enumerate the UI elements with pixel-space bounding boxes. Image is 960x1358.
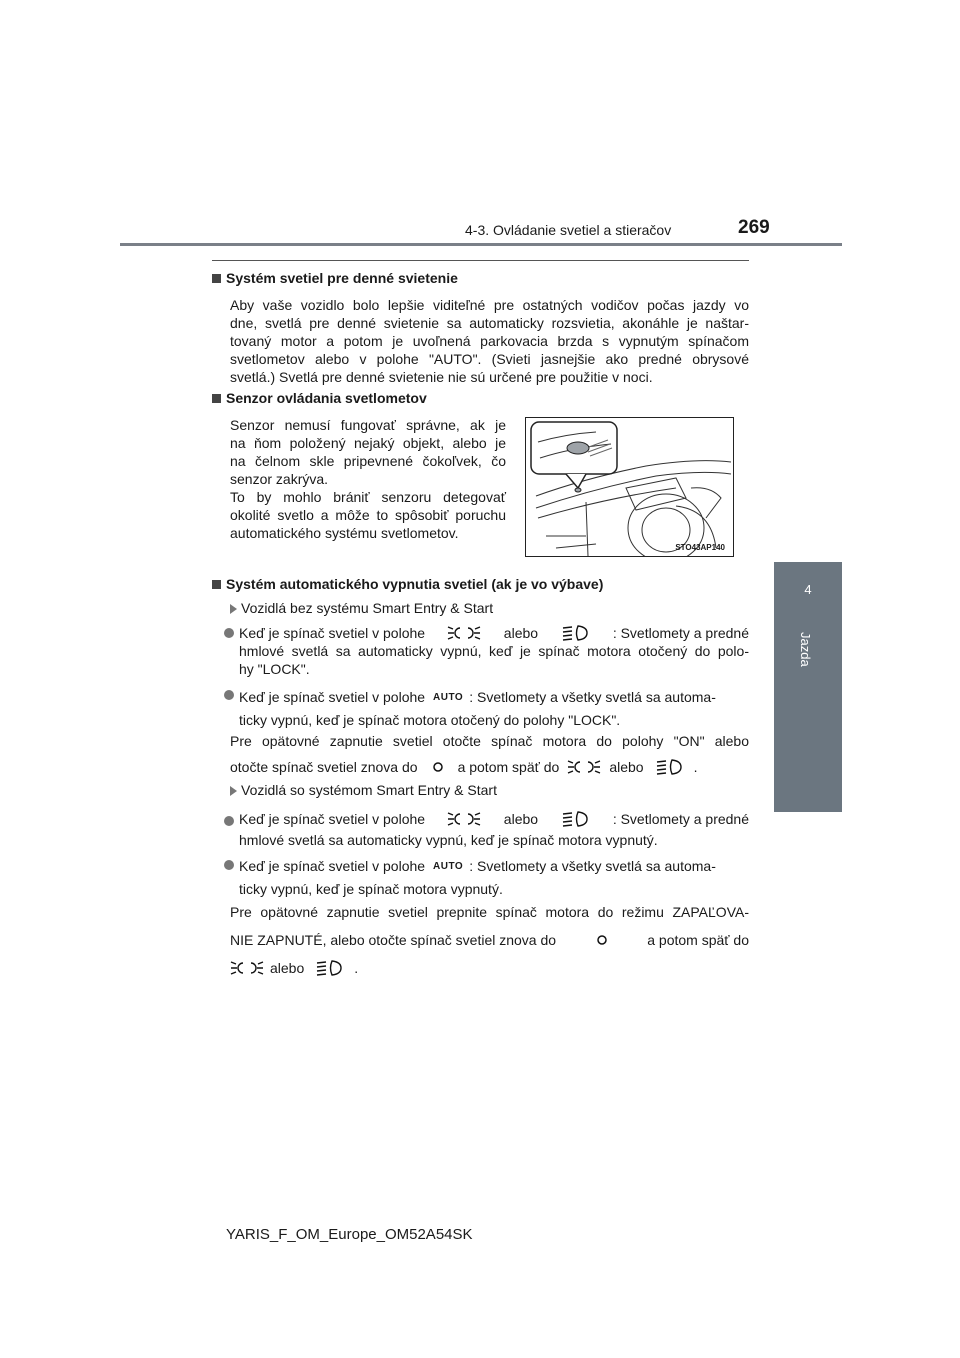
headlight-icon [560,624,590,642]
sensor-icon [567,442,589,454]
group-heading-without-smart-entry: Vozidlá bez systému Smart Entry & Start [230,600,493,616]
text-line: na ňom položený nejaký objekt, alebo je [230,435,506,451]
text-line: svetlometov alebo v polohe "AUTO". (Svieti jasnejšie ako predné obrysové [230,351,749,367]
bullet-dot-icon [224,628,234,638]
off-position-icon [432,761,444,773]
dashboard-sensor-illustration [525,417,734,557]
auto-position-icon: AUTO [433,692,464,703]
headlight-icon [314,959,344,977]
square-bullet-icon [212,580,221,589]
text-line: na čelnom skle pripevnené čokoľvek, čo [230,453,506,469]
square-bullet-icon [212,394,221,403]
text-line: tovaný motor a potom je uvoľnená parkovacia brzda s vypnutým spínačom [230,333,749,349]
chapter-number: 4 [804,582,812,597]
text-fragment: Keď je spínač svetiel v polohe [239,688,426,705]
auto-position-icon: AUTO [433,861,464,872]
text-fragment: . [354,960,359,976]
text-fragment: alebo [503,625,539,641]
parking-lights-icon [230,959,264,977]
section-heading-drl: Systém svetiel pre denné svietenie [212,270,458,286]
text-line: hy "LOCK". [239,661,310,677]
text-line: Pre opätovné zapnutie svetiel prepnite spínač motora do režimu ZAPAĽOVA- [230,904,749,920]
text-fragment: otočte spínač svetiel znova do [230,759,418,775]
note-paragraph [230,732,749,776]
bullet-dot-icon [224,816,234,826]
text-fragment: : Svetlomety a všetky svetlá sa automa- [469,688,716,705]
header-rule [120,243,842,246]
headlight-icon [560,810,590,828]
bullet-item [239,686,749,729]
section-heading-sensor: Senzor ovládania svetlometov [212,390,427,406]
text-fragment: a potom späť do [457,759,560,775]
text-line: Aby vaše vozidlo bolo lepšie viditeľné pre ostatných vodičov počas jazdy vo [230,297,749,313]
text-fragment: a potom späť do [647,932,749,948]
text-fragment: alebo [503,811,539,827]
text-fragment: : Svetlomety a predné [612,811,749,827]
text-line: ticky vypnú, keď je spínač motora otočený do polohy "LOCK". [239,712,621,728]
text-line: hmlové svetlá sa automaticky vypnú, keď je spínač motora otočený do polo- [239,643,749,659]
text-fragment: . [693,759,698,775]
bullet-dot-icon [224,690,234,700]
parking-lights-icon [447,624,481,642]
chapter-tab [774,562,842,812]
square-bullet-icon [212,274,221,283]
text-line: okolité svetlo a môže to spôsobiť poruchu [230,507,506,523]
text-fragment: Keď je spínač svetiel v polohe [239,625,426,641]
parking-lights-icon [447,810,481,828]
text-fragment: alebo [270,960,305,976]
text-line: Senzor nemusí fungovať správne, ak je [230,417,506,433]
dashboard-drawing [526,418,733,556]
note-paragraph [230,903,749,977]
section-header-title: 4-3. Ovládanie svetiel a stieračov [465,222,672,238]
sensor-paragraph [230,416,506,542]
parking-lights-icon [567,758,601,776]
content-rule [212,260,749,261]
chapter-title: Jazda [798,632,813,667]
text-line: Pre opätovné zapnutie svetiel otočte spínač motora do polohy "ON" alebo [230,733,749,749]
off-position-icon [596,934,608,946]
text-line: svetlá.) Svetlá pre denné svietenie nie sú určené pre použitie v noci. [230,369,653,385]
bullet-item [239,810,749,849]
text-fragment: : Svetlomety a predné [612,625,749,641]
text-line: hmlové svetlá sa automaticky vypnú, keď je spínač motora vypnutý. [239,832,658,848]
text-line: senzor zakrýva. [230,471,329,487]
bullet-item [239,624,749,678]
bullet-dot-icon [224,860,234,870]
text-fragment: alebo [609,759,644,775]
text-fragment: : Svetlomety a všetky svetlá sa automa- [469,857,716,874]
text-line: dne, svetlá pre denné svietenie sa automaticky rozsvietia, akonáhle je naštar- [230,315,749,331]
bullet-item [239,855,749,898]
document-id: YARIS_F_OM_Europe_OM52A54SK [226,1226,473,1243]
figure-label: STO43AP140 [675,543,725,552]
text-fragment: NIE ZAPNUTÉ, alebo otočte spínač svetiel znova do [230,932,557,948]
text-line: automatického systému svetlometov. [230,525,459,541]
text-fragment: Keď je spínač svetiel v polohe [239,811,426,827]
text-line: ticky vypnú, keď je spínač motora vypnutý. [239,881,503,897]
section-heading-auto-off: Systém automatického vypnutia svetiel (ak je vo výbave) [212,576,603,592]
page-number: 269 [738,217,770,238]
group-heading-with-smart-entry: Vozidlá so systémom Smart Entry & Start [230,782,497,798]
drl-paragraph [230,296,749,386]
triangle-bullet-icon [230,604,237,614]
triangle-bullet-icon [230,786,237,796]
headlight-icon [654,758,684,776]
text-fragment: Keď je spínač svetiel v polohe [239,857,426,874]
text-line: To by mohlo brániť senzoru detegovať [230,489,506,505]
